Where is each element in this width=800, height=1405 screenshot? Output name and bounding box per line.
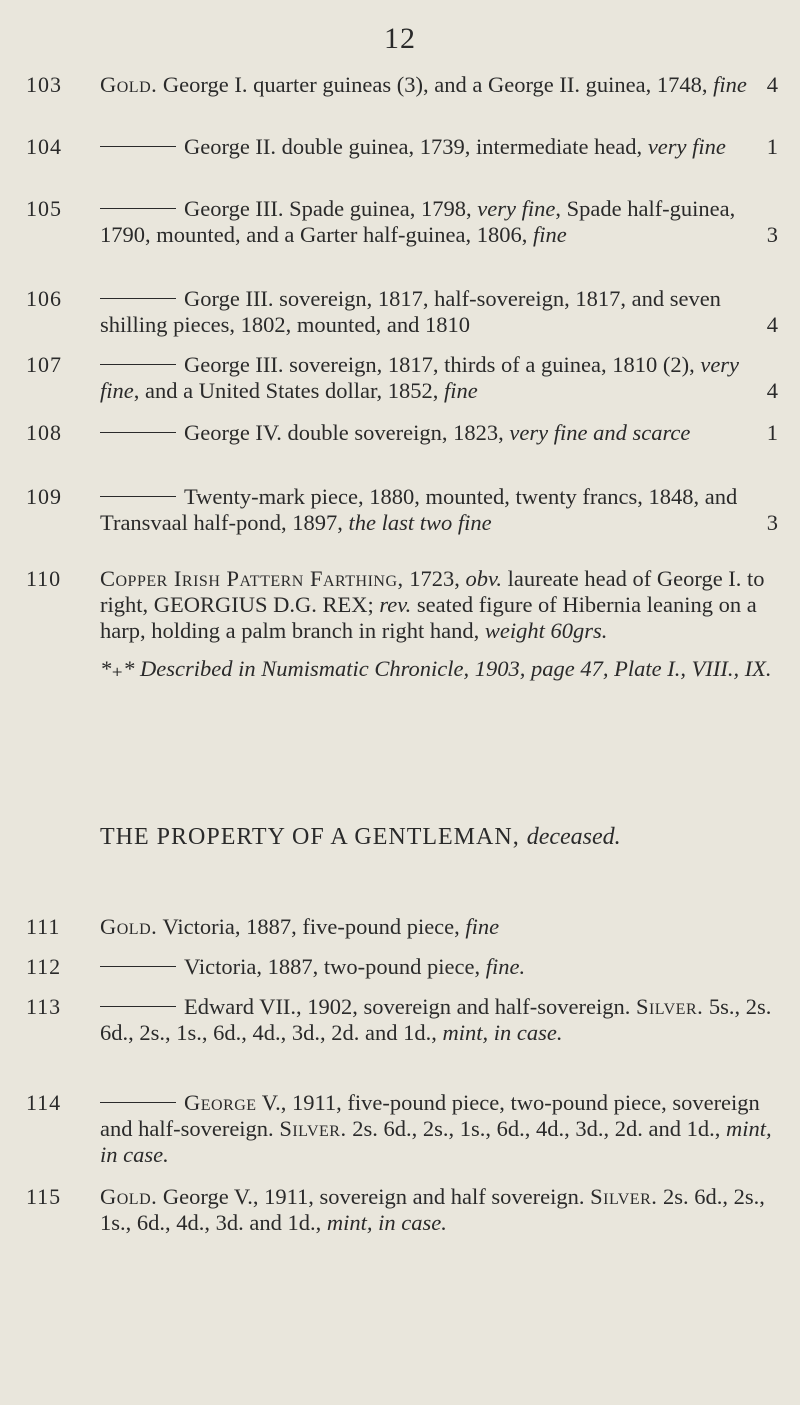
obverse-label: obv. (465, 566, 502, 591)
lot-text: George II. double guinea, 1739, intermediate head, (184, 134, 643, 159)
lot-text: George III. Spade guinea, 1798, (184, 196, 472, 221)
lot-text: V., 1911, five-pound piece, two-pound piece, sovereign and half-sovereign. (100, 1090, 760, 1141)
ditto-dash (100, 496, 176, 497)
section-heading (100, 824, 780, 851)
lot-description (100, 420, 778, 446)
lot-number: 113 (26, 994, 62, 1019)
ditto-dash (100, 1006, 176, 1007)
ditto-dash (100, 364, 176, 365)
lot-description (100, 1090, 778, 1168)
lot-description (100, 1184, 778, 1236)
lot-text: George V., 1911, sovereign and half sovereign. (162, 1184, 585, 1209)
lot-condition: the last two fine (348, 510, 492, 535)
lot-description (100, 134, 778, 160)
lot-description (100, 196, 778, 248)
lot-text: George I. quarter guineas (3), and a George II. guinea, 1748, (162, 72, 708, 97)
silver-label: Silver. (635, 994, 704, 1019)
lot-text: Edward VII., 1902, sovereign and half-sovereign. (184, 994, 631, 1019)
lot-condition: very fine (100, 352, 740, 403)
ditto-dash (100, 146, 176, 147)
lot-lead: Gold. (100, 1184, 158, 1209)
lot-description (100, 914, 778, 940)
lot-text: 1723, (409, 566, 460, 591)
lot-note: *₊* Described in Numismatic Chronicle, 1903, page 47, Plate I., VIII., IX. (100, 656, 772, 681)
reverse-label: rev. (379, 592, 412, 617)
lot-estimate: 1 (766, 134, 778, 159)
lot-number: 105 (26, 196, 62, 221)
lot-number: 111 (26, 914, 61, 939)
lot-description (100, 286, 778, 338)
lot-condition: mint, in case. (100, 1116, 772, 1167)
lot-description (100, 72, 778, 98)
lot-number: 103 (26, 72, 62, 97)
lot-estimate: 4 (766, 72, 778, 97)
page-number: 12 (384, 22, 416, 55)
lot-condition: fine (533, 222, 567, 247)
heading-title: THE PROPERTY OF A GENTLEMAN, (100, 824, 520, 850)
lot-description (100, 566, 778, 682)
lot-description (100, 352, 778, 404)
lot-estimate: 4 (766, 378, 778, 403)
lot-condition: mint, in case. (326, 1210, 447, 1235)
lot-estimate: 4 (766, 312, 778, 337)
lot-text: , Spade half-guinea, 1790, mounted, and a Garter half-guinea, 1806, (100, 196, 736, 247)
lot-condition: fine (465, 914, 500, 939)
silver-label: Silver. (279, 1116, 347, 1141)
lot-weight: weight 60grs. (484, 618, 608, 643)
lot-condition: very fine (477, 196, 556, 221)
lot-text: , and a United States dollar, 1852, (133, 378, 439, 403)
lot-number: 109 (26, 484, 62, 509)
lot-description (100, 994, 778, 1046)
lot-text: Twenty-mark piece, 1880, mounted, twenty francs, 1848, and Transvaal half-pond, 1897, (100, 484, 738, 535)
lot-lead: George (184, 1090, 257, 1115)
lot-condition: very fine and scarce (509, 420, 691, 445)
heading-suffix: deceased. (526, 824, 621, 850)
lot-number: 106 (26, 286, 62, 311)
ditto-dash (100, 432, 176, 433)
lot-estimate: 3 (766, 222, 778, 247)
lot-lead: Copper Irish Pattern Farthing, (100, 566, 404, 591)
lot-text: 2s. 6d., 2s., 1s., 6d., 4d., 3d. and 1d., (100, 1184, 765, 1235)
lot-condition: fine. (485, 954, 526, 979)
lot-condition: fine (713, 72, 747, 97)
lot-text: Victoria, 1887, five-pound piece, (162, 914, 460, 939)
lot-text: seated figure of Hibernia leaning on a harp, holding a palm branch in right hand, (100, 592, 757, 643)
lot-description (100, 484, 778, 536)
lot-condition: fine (444, 378, 478, 403)
lot-estimate: 1 (766, 420, 778, 445)
ditto-dash (100, 208, 176, 209)
lot-estimate: 3 (766, 510, 778, 535)
ditto-dash (100, 966, 176, 967)
lot-number: 110 (26, 566, 62, 591)
lot-description (100, 954, 778, 980)
lot-text: George IV. double sovereign, 1823, (184, 420, 504, 445)
lot-condition: mint, in case. (442, 1020, 563, 1045)
lot-text: Gorge III. sovereign, 1817, half-sovereign, 1817, and seven shilling pieces, 1802, mounted, and 1810 (100, 286, 721, 337)
lot-text: 5s., 2s. 6d., 2s., 1s., 6d., 4d., 3d., 2d. and 1d., (100, 994, 772, 1045)
lot-number: 104 (26, 134, 62, 159)
lot-text: 2s. 6d., 2s., 1s., 6d., 4d., 3d., 2d. and 1d., (352, 1116, 721, 1141)
lot-lead: Gold. (100, 72, 158, 97)
lot-number: 108 (26, 420, 62, 445)
lot-text: laureate head of George I. to right, GEORGIUS D.G. REX; (100, 566, 765, 617)
lot-number: 107 (26, 352, 62, 377)
lot-text: Victoria, 1887, two-pound piece, (184, 954, 481, 979)
lot-number: 115 (26, 1184, 62, 1209)
silver-label: Silver. (590, 1184, 658, 1209)
lot-number: 114 (26, 1090, 62, 1115)
lot-lead: Gold. (100, 914, 158, 939)
lot-condition: very fine (647, 134, 726, 159)
ditto-dash (100, 298, 176, 299)
ditto-dash (100, 1102, 176, 1103)
lot-text: George III. sovereign, 1817, thirds of a guinea, 1810 (2), (184, 352, 695, 377)
lot-number: 112 (26, 954, 62, 979)
